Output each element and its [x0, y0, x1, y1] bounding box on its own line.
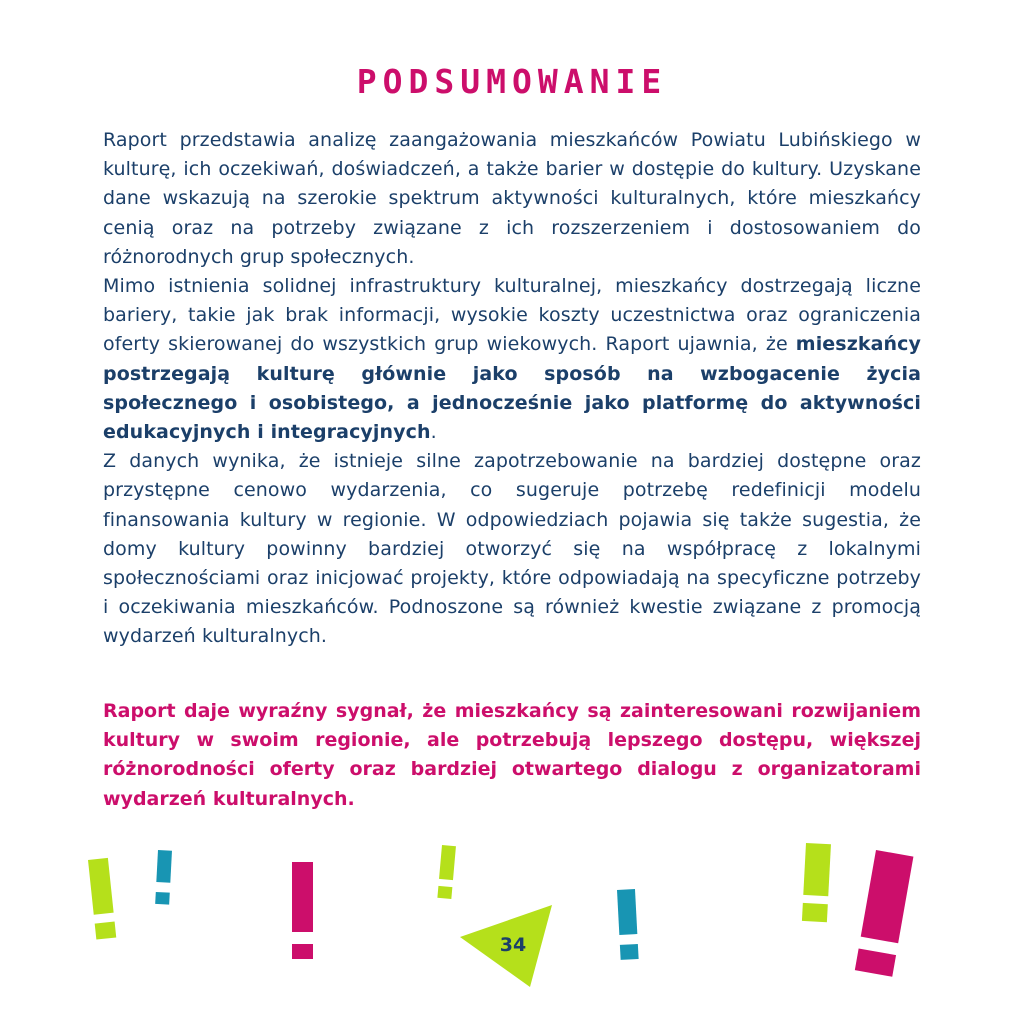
page-title: PODSUMOWANIE: [356, 62, 668, 101]
paragraph-3: Z danych wynika, że istnieje silne zapotrzebowanie na bardziej dostępne oraz przystępne cenowo wydarzenia, co sugeruje potrzebę redefinicji modelu finansowania kultury w regionie. W odpowiedziach pojawia się także sugestia, że domy kultury powinny bardziej otworzyć się na współpracę z lokalnymi społecznościami oraz inicjować projekty, które odpowiadają na specyficzne potrzeby i oczekiwania mieszkańców. Podnoszone są również kwestie związane z promocją wydarzeń kulturalnych.: [103, 450, 921, 648]
body-text: [103, 126, 921, 652]
paragraph-2-start: Mimo istnienia solidnej infrastruktury kulturalnej, mieszkańcy dostrzegają liczne bariery, takie jak brak informacji, wysokie koszty uczestnictwa oraz ograniczenia oferty skierowanej do wszystkich grup wiekowych. Raport ujawnia, że: [103, 275, 921, 356]
paragraph-2-end: .: [430, 421, 437, 444]
paragraph-2: [103, 272, 921, 447]
paragraph-1: Raport przedstawia analizę zaangażowania mieszkańców Powiatu Lubińskiego w kulturę, ich oczekiwań, doświadczeń, a także barier w dostępie do kultury. Uzyskane dane wskazują na szerokie spektrum aktywności kulturalnych, które mieszkańcy cenią oraz na potrzeby związane z ich rozszerzeniem i dostosowaniem do różnorodnych grup społecznych.: [103, 129, 921, 268]
page-number: 34: [499, 934, 527, 956]
paragraph-2-emphasis: mieszkańcy postrzegają kulturę głównie jako sposób na wzbogacenie życia społecznego i osobistego, a jednocześnie jako platformę do aktywności edukacyjnych i integracyjnych: [103, 333, 921, 444]
conclusion-text: Raport daje wyraźny sygnał, że mieszkańcy są zainteresowani rozwijaniem kultury w swoim regionie, ale potrzebują lepszego dostępu, większej różnorodności oferty oraz bardziej otwartego dialogu z organizatorami wydarzeń kulturalnych.: [103, 700, 921, 810]
